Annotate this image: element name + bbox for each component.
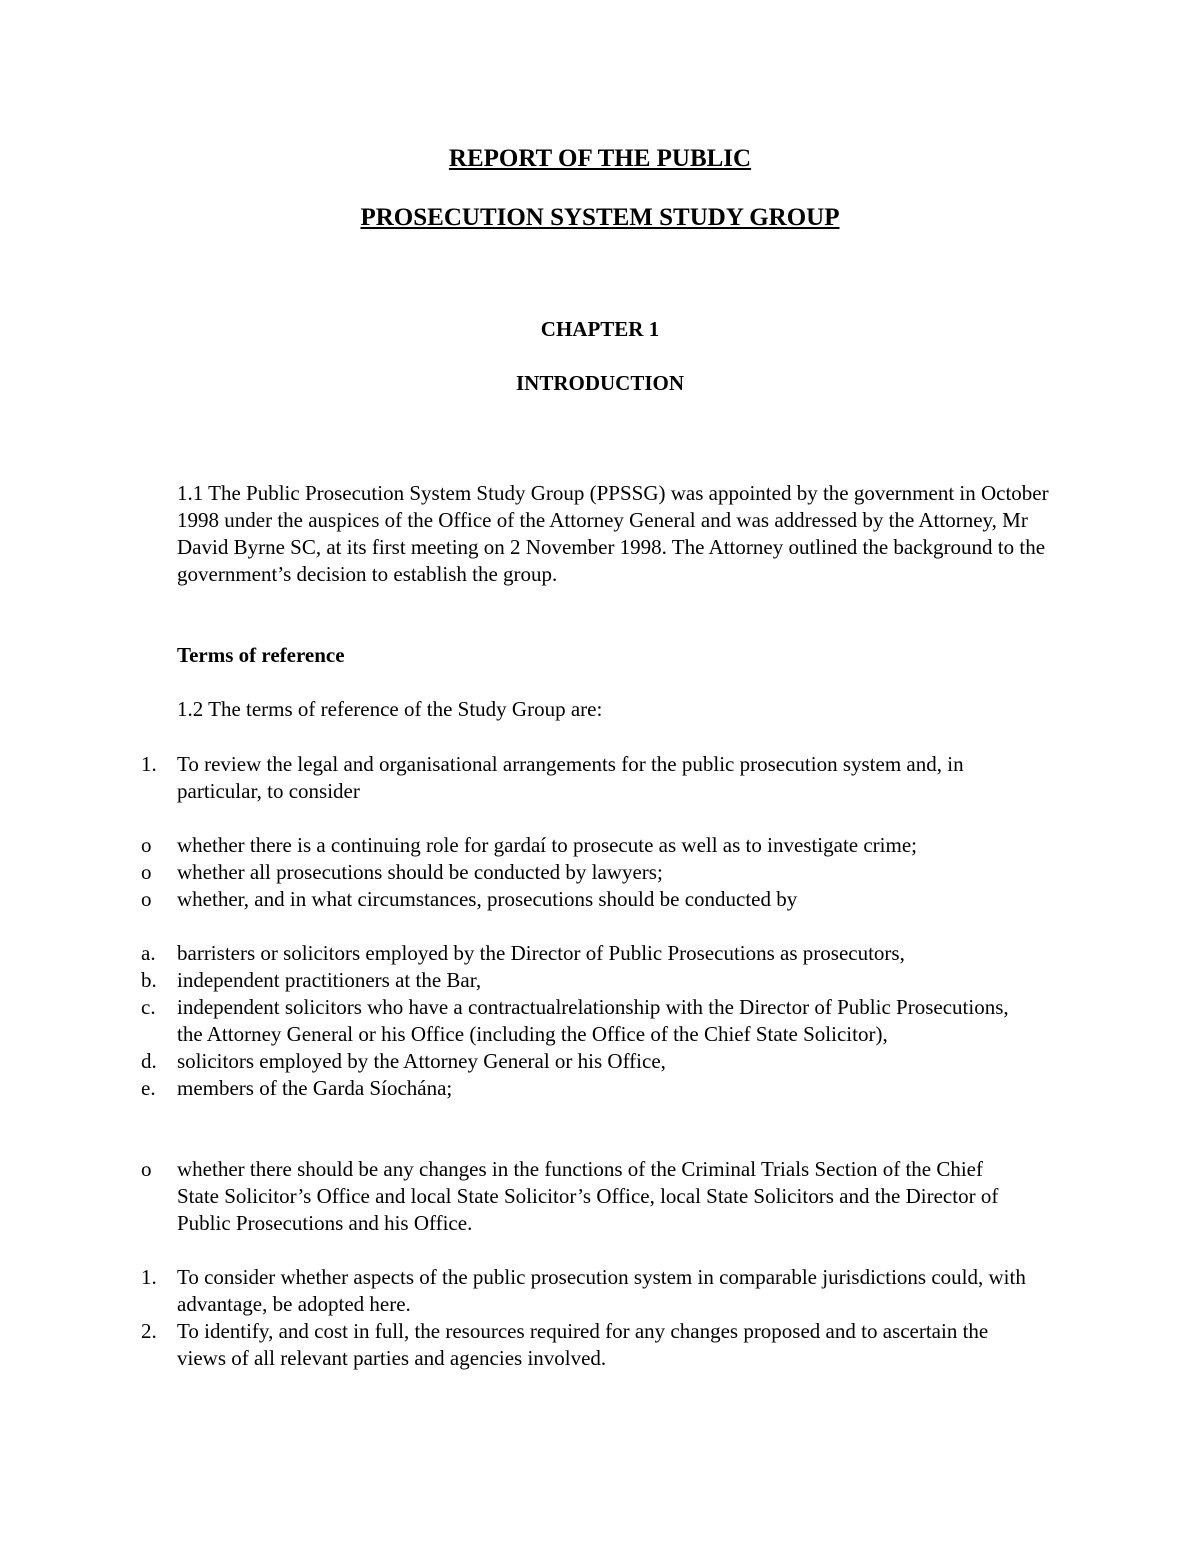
list-marker: 1.: [141, 752, 157, 776]
list-item-text: independent practitioners at the Bar,: [177, 968, 482, 992]
paragraph-1-1-text: 1.1 The Public Prosecution System Study Group (PPSSG) was appointed by the government in October 1998 under the auspices of the Office of the Attorney General and was addressed by the Attorney, Mr David Byrne SC, at its first meeting on 2 November 1998. The Attorney outlined the background to the government’s decision to establish the group.: [177, 481, 1049, 586]
list-item: [0, 886, 1027, 913]
list-item-text: To identify, and cost in full, the resources required for any changes proposed and to ascertain the views of all relevant parties and agencies involved.: [177, 1319, 989, 1370]
list-marker: 1.: [141, 1265, 157, 1289]
alpha-marker: c.: [141, 995, 156, 1019]
terms-list-last: [0, 1264, 1200, 1372]
list-item: [0, 1075, 1027, 1102]
list-item-text: whether, and in what circumstances, prosecutions should be conducted by: [177, 887, 798, 911]
alpha-list: [0, 940, 1200, 1102]
list-item-text: members of the Garda Síochána;: [177, 1076, 453, 1100]
paragraph-1-1: [177, 480, 1057, 588]
bullet-marker: o: [141, 887, 152, 911]
list-item: [0, 1048, 1027, 1075]
list-item-text: To consider whether aspects of the public prosecution system in comparable jurisdictions could, with advantage, be adopted here.: [177, 1265, 1026, 1316]
report-title-line-2: PROSECUTION SYSTEM STUDY GROUP: [360, 204, 840, 231]
report-title-line-1: REPORT OF THE PUBLIC: [448, 145, 752, 172]
alpha-marker: a.: [141, 941, 156, 965]
terms-list-first: [0, 751, 1200, 805]
list-item-text: solicitors employed by the Attorney General or his Office,: [177, 1049, 666, 1073]
list-marker: 2.: [141, 1319, 157, 1343]
list-item: [0, 859, 1027, 886]
list-item-text: To review the legal and organisational arrangements for the public prosecution system and, in particular, to consider: [177, 752, 964, 803]
bullet-list-b: [0, 1156, 1200, 1237]
bullet-marker: o: [141, 1157, 152, 1181]
alpha-marker: d.: [141, 1049, 157, 1073]
bullet-marker: o: [141, 833, 152, 857]
bullet-list-a: [0, 832, 1200, 913]
list-item-text: barristers or solicitors employed by the Director of Public Prosecutions as prosecutors,: [177, 941, 905, 965]
paragraph-1-2: 1.2 The terms of reference of the Study Group are:: [177, 697, 603, 721]
list-item: [0, 994, 1027, 1048]
list-item: [0, 940, 1027, 967]
chapter-number: CHAPTER 1: [540, 317, 660, 341]
list-item-text: independent solicitors who have a contractualrelationship with the Director of Public Prosecutions, the Attorney General or his Office (including the Office of the Chief State Solicitor),: [177, 995, 1009, 1046]
alpha-marker: e.: [141, 1076, 156, 1100]
list-item-text: whether all prosecutions should be conducted by lawyers;: [177, 860, 663, 884]
bullet-marker: o: [141, 860, 152, 884]
list-item-text: whether there is a continuing role for gardaí to prosecute as well as to investigate crime;: [177, 833, 917, 857]
list-item-text: whether there should be any changes in the functions of the Criminal Trials Section of the Chief State Solicitor’s Office and local State Solicitor’s Office, local State Solicitors and the Director of Public Prosecutions and his Office.: [177, 1157, 999, 1235]
list-item: [0, 751, 1027, 805]
list-item: [0, 1156, 1027, 1237]
terms-of-reference-heading: Terms of reference: [177, 643, 345, 667]
alpha-marker: b.: [141, 968, 157, 992]
chapter-title: INTRODUCTION: [515, 371, 685, 395]
list-item: [0, 1318, 1027, 1372]
list-item: [0, 1264, 1027, 1318]
list-item: [0, 967, 1027, 994]
list-item: [0, 832, 1027, 859]
